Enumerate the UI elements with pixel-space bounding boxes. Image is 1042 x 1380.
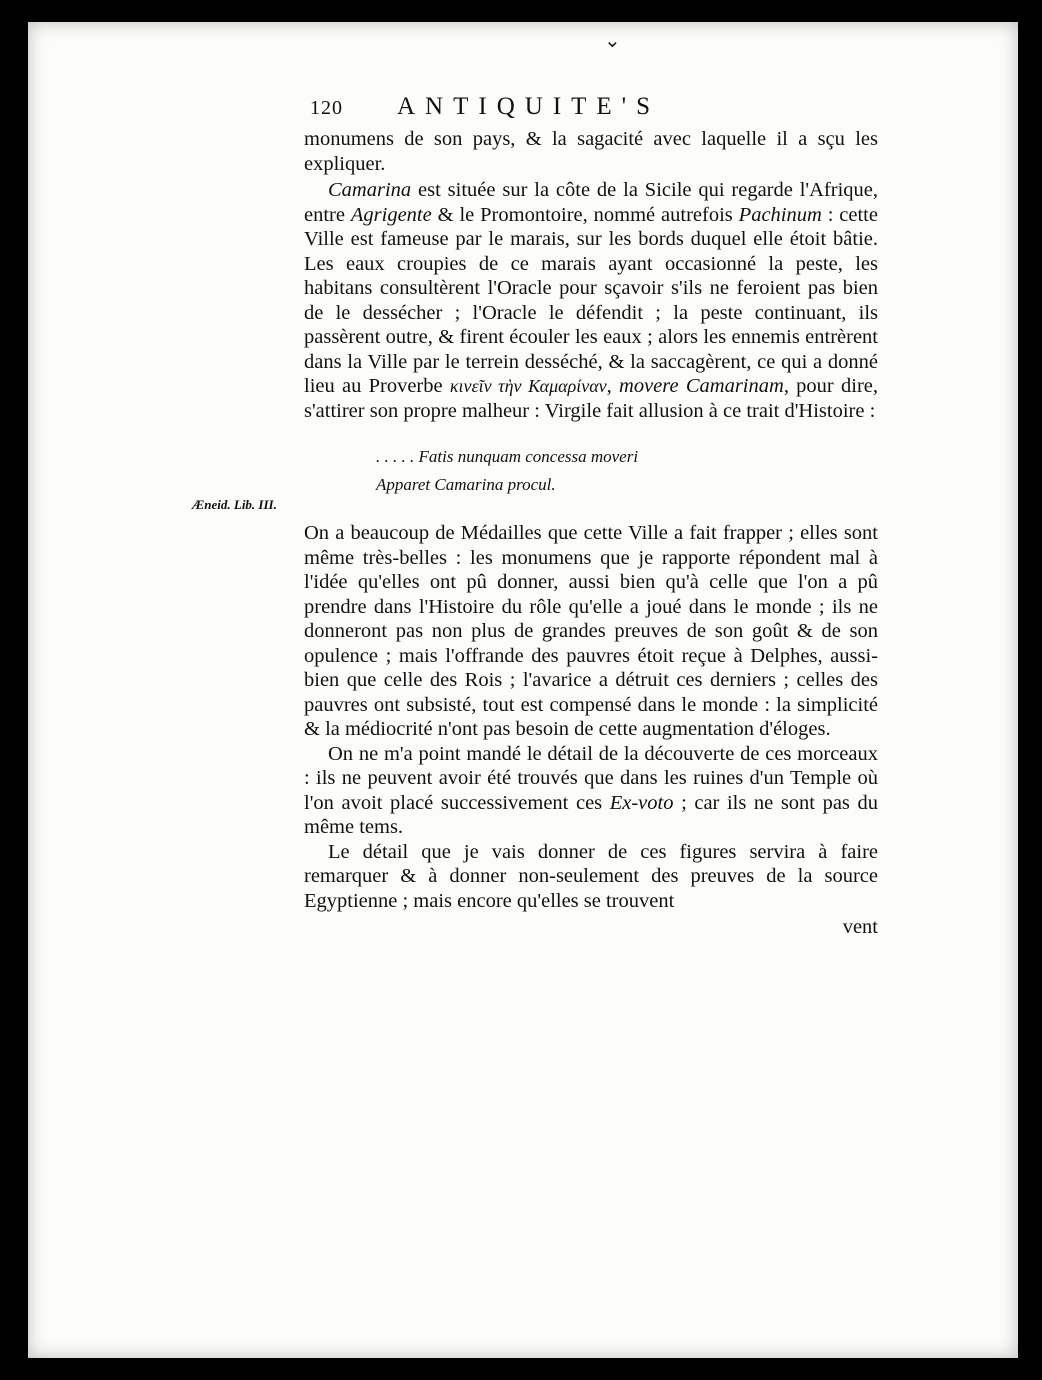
latin-proverb: movere Camarinam [619,375,784,397]
paragraph-medailles: On a beaucoup de Médailles que cette Ville a fait frapper ; elles sont même très-belles : les monumens que je rapporte répondent mal à l'idée qu'elles ont pû donner, aussi bien qu'à celle que l'on a pû prendre dans l'Histoire du rôle qu'elle a joué dans le monde ; ils ne donneront pas non plus de grandes preuves de son goût & de son opulence ; mais l'offrande des pauvres étoit reçue à Delphes, aussi-bien que celle des Rois ; l'avarice a détruit ces derniers ; celles des pauvres ont subsisté, tout est compensé dans le monde : la simplicité & la médiocrité n'ont pas besoin de cette augmentation d'éloges. [304,522,878,740]
decouverte-text-2: ; car ils ne sont pas du même tems. [304,791,878,838]
quote-line-2: Apparet Camarina procul. [376,475,556,494]
camarina-term: Camarina [328,179,412,201]
quote-line-1: . . . . . Fatis nunquam concessa moveri [376,447,639,466]
camarina-text-5: , pour dire, s'attirer son propre malheur : Virgile fait allusion à ce trait d'Histoire : [304,375,879,422]
page-number: 120 [310,97,343,119]
exvoto-term: Ex-voto [609,791,674,814]
catchword: vent [842,916,878,938]
paragraph-1: monumens de son pays, & la sagacité avec laquelle il a sçu les expliquer. [304,128,878,175]
camarina-text-3: : cette Ville est fameuse par le marais, sur les bords duquel elle étoit bâtie. Les eaux croupies de ce marais ayant occasionné la peste, les habitans consultèrent l'Oracle pour sçavoir s'ils ne feroient pas bien de le dessécher ; l'Oracle le défendit ; la peste continuant, ils passèrent outre, & firent écouler les eaux ; alors les ennemis entrèrent dans la Ville par le terrein desséché, & la saccagèrent, ce qui a donné lieu au Proverbe [304,203,878,397]
running-title: ANTIQUITE'S [397,93,661,120]
marginal-note: Æneid. Lib. III. [192,497,277,512]
decouverte-text-1: On ne m'a point mandé le détail de la découverte de ces morceaux : ils ne peuvent avoir été trouvés que dans les ruines d'un Temple où l'on avoit placé successivement ces [304,742,878,814]
camarina-text-2: & le Promontoire, nommé autrefois [431,203,739,226]
text-block [304,95,878,940]
camarina-text-1: est située sur la côte de la Sicile qui regarde l'Afrique, entre [304,179,878,226]
paragraph-camarina [304,178,878,423]
virgil-quote [376,443,878,499]
greek-proverb: κινεῖν τὴν Καμαρίναν [449,376,607,396]
pachinum-term: Pachinum [738,203,822,226]
camarina-text-4: , [606,375,620,397]
stray-mark: ⌄ [604,30,621,52]
paragraph-decouverte [304,742,878,840]
agrigente-term: Agrigente [350,203,432,226]
running-head [304,95,878,127]
paragraph-detail: Le détail que je vais donner de ces figures servira à faire remarquer & à donner non-seulement des preuves de la source Egyptienne ; mais encore qu'elles se trouvent [304,840,878,912]
